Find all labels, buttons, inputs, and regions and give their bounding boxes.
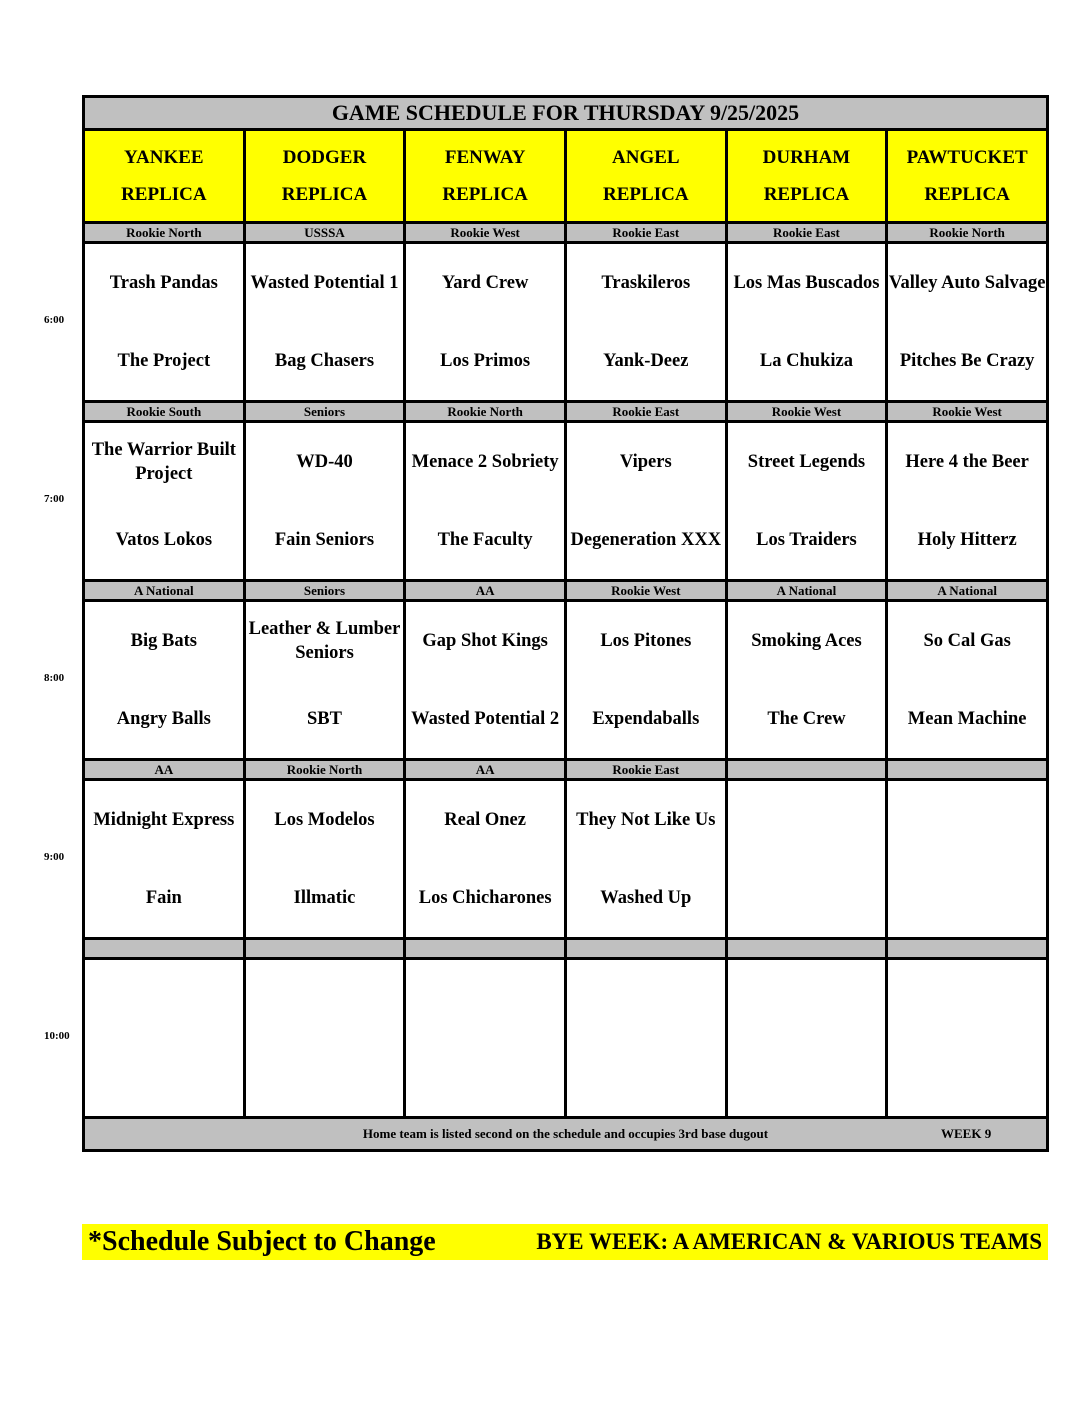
home-team: The Faculty: [405, 501, 566, 581]
home-team: [887, 859, 1048, 939]
home-team: Bag Chasers: [244, 322, 405, 402]
away-team: Los Pitones: [565, 601, 726, 681]
division-label: A National: [887, 581, 1048, 601]
away-team: Leather & Lumber Seniors: [244, 601, 405, 681]
venue-name: DURHAM: [762, 147, 851, 168]
away-team: [726, 780, 887, 860]
away-team: The Warrior Built Project: [84, 422, 245, 502]
venue-name: ANGEL: [612, 147, 680, 168]
venue-subtitle: REPLICA: [763, 184, 850, 205]
away-team: [244, 959, 405, 1039]
time-label: 6:00: [44, 314, 65, 326]
division-label: Rookie East: [565, 402, 726, 422]
division-label: Rookie West: [887, 402, 1048, 422]
home-team: Holy Hitterz: [887, 501, 1048, 581]
division-label: Rookie North: [244, 760, 405, 780]
home-team-note: Home team is listed second on the schedule and occupies 3rd base dugout: [362, 1126, 769, 1141]
away-team: [84, 959, 245, 1039]
away-team: Los Modelos: [244, 780, 405, 860]
division-label: [84, 939, 245, 959]
away-team: [405, 959, 566, 1039]
division-label: USSSA: [244, 223, 405, 243]
away-team: Smoking Aces: [726, 601, 887, 681]
home-team: Angry Balls: [84, 680, 245, 760]
home-team: The Project: [84, 322, 245, 402]
week-label: WEEK 9: [941, 1126, 992, 1141]
home-team: Mean Machine: [887, 680, 1048, 760]
venue-name: DODGER: [282, 147, 367, 168]
division-label: Rookie North: [887, 223, 1048, 243]
time-label: 7:00: [44, 493, 65, 505]
division-label: Rookie North: [84, 223, 245, 243]
away-team: Big Bats: [84, 601, 245, 681]
division-label: Rookie North: [405, 402, 566, 422]
away-team: Vipers: [565, 422, 726, 502]
venue-subtitle: REPLICA: [121, 184, 207, 205]
home-team: La Chukiza: [726, 322, 887, 402]
division-label: A National: [84, 581, 245, 601]
away-team: Here 4 the Beer: [887, 422, 1048, 502]
home-team: Illmatic: [244, 859, 405, 939]
away-team: They Not Like Us: [565, 780, 726, 860]
venue-subtitle: REPLICA: [281, 184, 368, 205]
division-label: [726, 760, 887, 780]
home-team: Los Traiders: [726, 501, 887, 581]
away-team: Gap Shot Kings: [405, 601, 566, 681]
away-team: Yard Crew: [405, 243, 566, 323]
division-label: Rookie East: [565, 760, 726, 780]
home-team: Fain Seniors: [244, 501, 405, 581]
home-team: [84, 1038, 245, 1118]
venue-header: [405, 130, 566, 223]
home-team: The Crew: [726, 680, 887, 760]
venue-header: [887, 130, 1048, 223]
division-label: [405, 939, 566, 959]
away-team: [565, 959, 726, 1039]
home-team: Pitches Be Crazy: [887, 322, 1048, 402]
division-label: [887, 760, 1048, 780]
division-label: Rookie West: [726, 402, 887, 422]
home-team: [565, 1038, 726, 1118]
venue-header: [726, 130, 887, 223]
time-label: 9:00: [44, 851, 65, 863]
home-team: Wasted Potential 2: [405, 680, 566, 760]
venue-header: [565, 130, 726, 223]
time-label: 8:00: [44, 672, 65, 684]
away-team: Wasted Potential 1: [244, 243, 405, 323]
venue-name: FENWAY: [444, 147, 526, 168]
division-label: Rookie West: [405, 223, 566, 243]
home-team: [726, 1038, 887, 1118]
division-label: AA: [405, 760, 566, 780]
schedule-change-note: *Schedule Subject to Change: [88, 1226, 436, 1257]
division-label: Rookie East: [565, 223, 726, 243]
away-team: Trash Pandas: [84, 243, 245, 323]
division-label: Seniors: [244, 581, 405, 601]
division-label: Seniors: [244, 402, 405, 422]
away-team: Midnight Express: [84, 780, 245, 860]
home-team: [244, 1038, 405, 1118]
bye-week-note: BYE WEEK: A AMERICAN & VARIOUS TEAMS: [536, 1229, 1042, 1254]
division-label: [726, 939, 887, 959]
division-label: [244, 939, 405, 959]
page-title: GAME SCHEDULE FOR THURSDAY 9/25/2025: [84, 97, 1048, 130]
home-team: Fain: [84, 859, 245, 939]
home-team: [887, 1038, 1048, 1118]
division-label: A National: [726, 581, 887, 601]
away-team: Real Onez: [405, 780, 566, 860]
home-team: Degeneration XXX: [565, 501, 726, 581]
venue-header: [84, 130, 245, 223]
home-team: Expendaballs: [565, 680, 726, 760]
division-label: AA: [405, 581, 566, 601]
home-team: Los Primos: [405, 322, 566, 402]
venue-subtitle: REPLICA: [924, 184, 1010, 205]
notes-bar: [82, 1224, 1048, 1260]
away-team: So Cal Gas: [887, 601, 1048, 681]
time-label: 10:00: [44, 1030, 70, 1042]
away-team: WD-40: [244, 422, 405, 502]
venue-header: [244, 130, 405, 223]
home-team: Washed Up: [565, 859, 726, 939]
venue-subtitle: REPLICA: [603, 184, 689, 205]
division-label: Rookie South: [84, 402, 245, 422]
schedule-table: [82, 95, 1049, 1152]
division-label: Rookie East: [726, 223, 887, 243]
away-team: [726, 959, 887, 1039]
division-label: AA: [84, 760, 245, 780]
away-team: Los Mas Buscados: [726, 243, 887, 323]
away-team: [887, 959, 1048, 1039]
home-team: Vatos Lokos: [84, 501, 245, 581]
home-team: [405, 1038, 566, 1118]
venue-subtitle: REPLICA: [442, 184, 528, 205]
venue-name: PAWTUCKET: [906, 147, 1028, 168]
division-label: [887, 939, 1048, 959]
home-team: Yank-Deez: [565, 322, 726, 402]
away-team: Menace 2 Sobriety: [405, 422, 566, 502]
away-team: [887, 780, 1048, 860]
away-team: Valley Auto Salvage: [887, 243, 1048, 323]
home-team: [726, 859, 887, 939]
away-team: Street Legends: [726, 422, 887, 502]
division-label: [565, 939, 726, 959]
home-team: SBT: [244, 680, 405, 760]
schedule-sheet: [82, 95, 1049, 1210]
away-team: Traskileros: [565, 243, 726, 323]
division-label: Rookie West: [565, 581, 726, 601]
footer-bar: [84, 1118, 1048, 1151]
home-team: Los Chicharones: [405, 859, 566, 939]
venue-name: YANKEE: [124, 147, 204, 168]
